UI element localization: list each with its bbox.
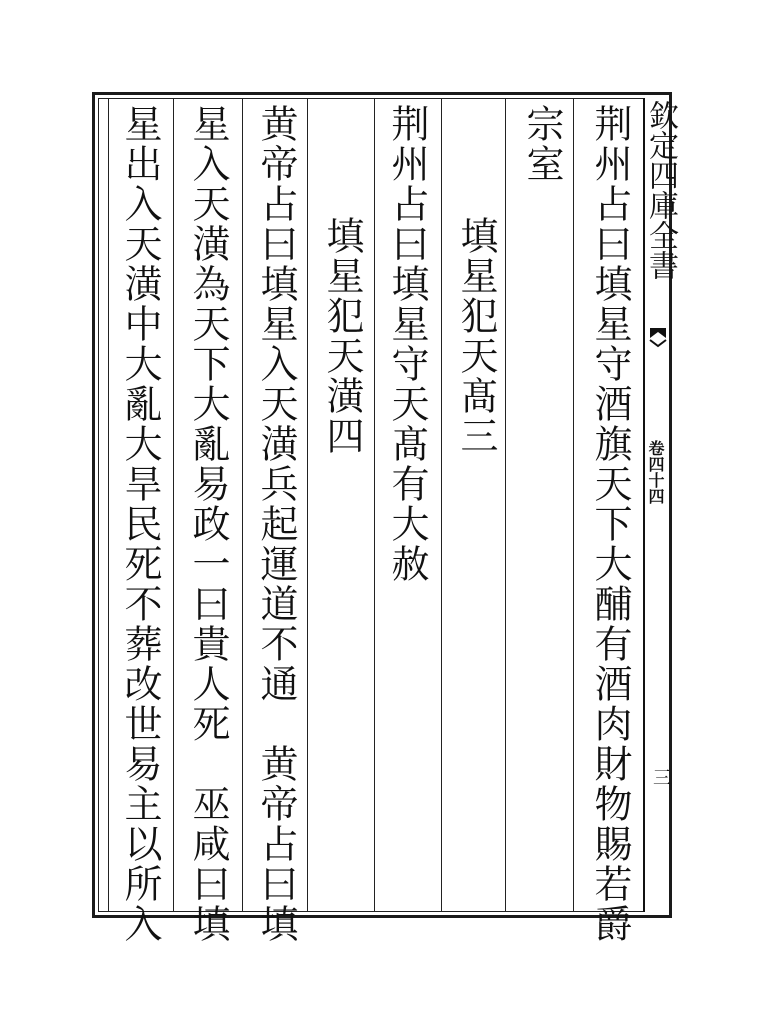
column-rule (307, 98, 308, 912)
text-column-1: 荆州占曰填星守酒旗天下大酺有酒肉財物賜若爵 (588, 104, 632, 944)
column-rule (505, 98, 506, 912)
text-column-7: 星入天潢為天下大亂易政一曰貴人死 巫咸曰填 (186, 104, 230, 944)
column-rule (573, 98, 574, 912)
text-column-6: 黄帝占曰填星入天潢兵起運道不通 黄帝占曰填 (254, 104, 298, 944)
text-column-4: 荆州占曰填星守天髙有大赦 (385, 104, 429, 584)
margin-juan-number: 卷四十四 (646, 440, 665, 504)
margin-book-title: 欽定四庫全書 (643, 100, 678, 280)
text-column-8: 星出入天潢中大亂大旱民死不葬改世易主以所入 (118, 104, 162, 944)
text-column-3: 填星犯天髙三 (454, 216, 498, 456)
text-column-2: 宗室 (520, 104, 564, 184)
margin-folio-mark: 三 (653, 768, 671, 789)
column-rule (441, 98, 442, 912)
column-rule (173, 98, 174, 912)
column-rule (242, 98, 243, 912)
column-rule (108, 98, 109, 912)
column-rule (374, 98, 375, 912)
page-frame-inner (98, 98, 643, 912)
fish-tail-mark-icon (648, 326, 668, 366)
text-column-5: 填星犯天潢四 (320, 216, 364, 456)
